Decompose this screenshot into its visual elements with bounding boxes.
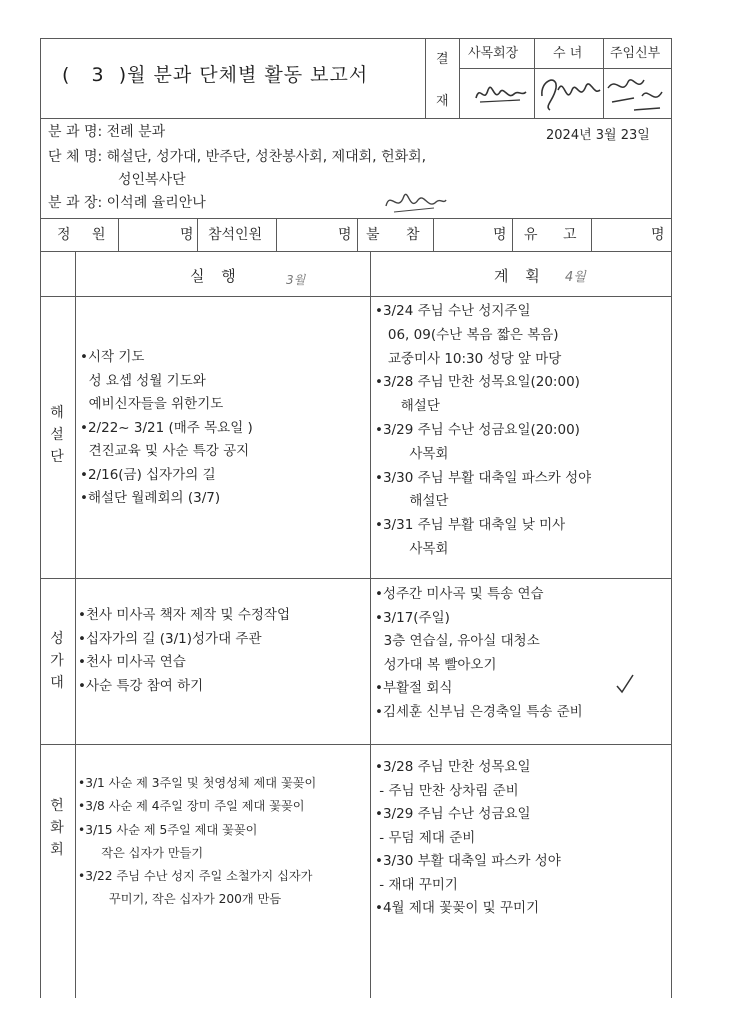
list-item: •천사 미사곡 책자 제작 및 수정작업 [78,607,290,623]
leader-value: 이석례 율리안나 [106,195,206,211]
reason-unit: 명 [651,227,665,243]
section-label-flower: 헌화회 [50,798,64,858]
title-suffix: )월 분과 단체별 활동 보고서 [118,64,369,86]
list-item: •시작 기도 [80,349,145,365]
section-1-planned [375,300,591,562]
att-divider-7 [591,218,592,251]
section-label-commentators: 해설단 [50,405,64,465]
absent-label-2: 참 [406,227,420,243]
list-item: •3/24 주님 수난 성지주일 [375,303,531,319]
report-title [62,64,369,86]
executed-planned-divider [370,251,371,998]
division-value: 전례 분과 [106,124,166,140]
groups-line-1: 해설단, 성가대, 반주단, 성찬봉사회, 제대회, 헌화회, [106,149,427,165]
absent-unit: 명 [493,227,507,243]
list-item: - 주님 만찬 상차림 준비 [375,782,519,799]
border-top [40,38,672,39]
approver-pastoral-president: 사목회장 [468,46,519,61]
list-item: 해설단 [375,493,449,510]
executed-header: 실 행 [190,267,242,285]
division-label: 분 과 명: [48,124,103,140]
attendance-bottom-line [40,251,672,252]
list-item: 사목회 [375,540,449,557]
list-item: •사순 특강 참여 하기 [78,677,204,694]
list-item: •천사 미사곡 연습 [78,654,186,670]
reason-label: 유 [524,227,538,243]
groups-line-2: 성인복사단 [118,172,186,188]
groups-label: 단 체 명: [48,149,103,165]
att-divider-5 [433,218,434,251]
list-item: - 재대 꾸미기 [375,876,458,893]
list-item: •3/28 주님 만찬 성목요일 [375,759,531,775]
section-3-executed [78,772,316,912]
section-label-divider [75,251,76,998]
list-item: 작은 십자가 만들기 [78,845,204,860]
list-item: 교중미사 10:30 성당 앞 마당 [375,350,562,367]
planned-note: 4월 [565,270,586,285]
list-item: 견진교육 및 사순 특강 공지 [80,443,250,459]
list-item: 꾸미기, 작은 십자가 200개 만듬 [78,892,282,907]
att-divider-2 [197,218,198,251]
reason-label-2: 고 [563,227,577,243]
list-item: •3/29 주님 수난 성금요일 [375,806,531,822]
approval-label-bottom: 재 [436,94,449,109]
signature-pastoral-president [470,74,530,110]
list-item: •4월 제대 꽃꽂이 및 꾸미기 [375,900,540,916]
list-item: •김세훈 신부님 은경축일 특송 준비 [375,703,583,720]
signature-pastor [604,66,670,118]
list-item: •3/28 주님 만찬 성목요일(20:00) [375,374,580,391]
list-item: •3/31 주님 부활 대축일 낮 미사 [375,517,566,534]
list-item: 해설단 [375,398,440,415]
attending-label: 참석인원 [208,227,263,243]
list-item: •3/8 사순 제 4주일 장미 주일 제대 꽃꽂이 [78,799,305,814]
list-item: 사목회 [375,445,449,462]
leader-label: 분 과 장: [48,195,103,211]
executed-note: 3월 [286,273,306,287]
column-header-bottom-line [40,296,672,297]
approver-sister: 수 녀 [553,46,583,61]
list-item: •부활절 회식 [375,680,453,696]
list-item: •2/16(금) 십자가의 길 [80,466,216,483]
title-month: 3 [91,64,105,86]
border-right [671,38,672,998]
title-prefix: ( [62,64,71,86]
list-item: •3/17(주일) [375,609,450,626]
enrolled-unit: 명 [180,227,194,243]
list-item: •성주간 미사곡 및 특송 연습 [375,586,544,602]
section-3-planned [375,756,561,921]
attending-unit: 명 [338,227,352,243]
approval-box-left [425,38,426,118]
list-item: •3/30 주님 부활 대축일 파스카 성야 [375,469,592,486]
section-2-executed [78,604,290,698]
list-item: •2/22~ 3/21 (매주 목요일 ) [80,419,253,436]
signature-division-leader [380,184,450,220]
section-2-bottom-line [40,744,672,745]
list-item: 성가대 복 빨아오기 [375,656,497,673]
attendance-top-line [40,218,672,219]
list-item: •3/15 사순 제 5주일 제대 꽃꽂이 [78,822,258,837]
approver-pastor: 주임신부 [610,46,661,61]
att-divider-3 [276,218,277,251]
section-label-choir: 성가대 [50,631,64,691]
list-item: 3층 연습실, 유아실 대청소 [375,633,540,649]
list-item: 06, 09(수난 복음 짧은 복음) [375,326,559,343]
att-divider-6 [512,218,513,251]
list-item: •3/30 부활 대축일 파스카 성야 [375,853,561,869]
header-bottom-line [40,118,672,119]
att-divider-4 [357,218,358,251]
approval-label-divider [459,38,460,118]
signature-sister [536,66,606,116]
leader-row [48,195,206,211]
border-left [40,38,41,998]
approval-label-top: 결 [436,52,449,67]
list-item: 예비신자들을 위한기도 [80,396,224,412]
section-2-planned [375,583,583,724]
list-item: •해설단 월례회의 (3/7) [80,490,221,506]
list-item: 성 요셉 성월 기도와 [80,372,206,389]
absent-label: 불 [366,227,380,243]
list-item: •3/1 사순 제 3주일 및 첫영성체 제대 꽃꽂이 [78,776,317,790]
check-mark-icon [614,672,636,696]
list-item: •3/22 주님 수난 성지 주일 소철가지 십자가 [78,869,313,884]
enrolled-label-2: 원 [92,227,106,243]
section-1-bottom-line [40,578,672,579]
approval-col-divider-1 [534,38,535,118]
list-item: •십자가의 길 (3/1)성가대 주관 [78,630,262,647]
list-item: - 무덤 제대 준비 [375,829,476,846]
report-date: 2024년 3월 23일 [546,128,650,143]
groups-row [48,149,426,165]
division-row [48,124,165,140]
enrolled-label: 정 [57,227,71,243]
list-item: •3/29 주님 수난 성금요일(20:00) [375,421,580,438]
section-1-executed [80,346,253,511]
planned-header: 계 획 [494,267,546,285]
att-divider-1 [118,218,119,251]
